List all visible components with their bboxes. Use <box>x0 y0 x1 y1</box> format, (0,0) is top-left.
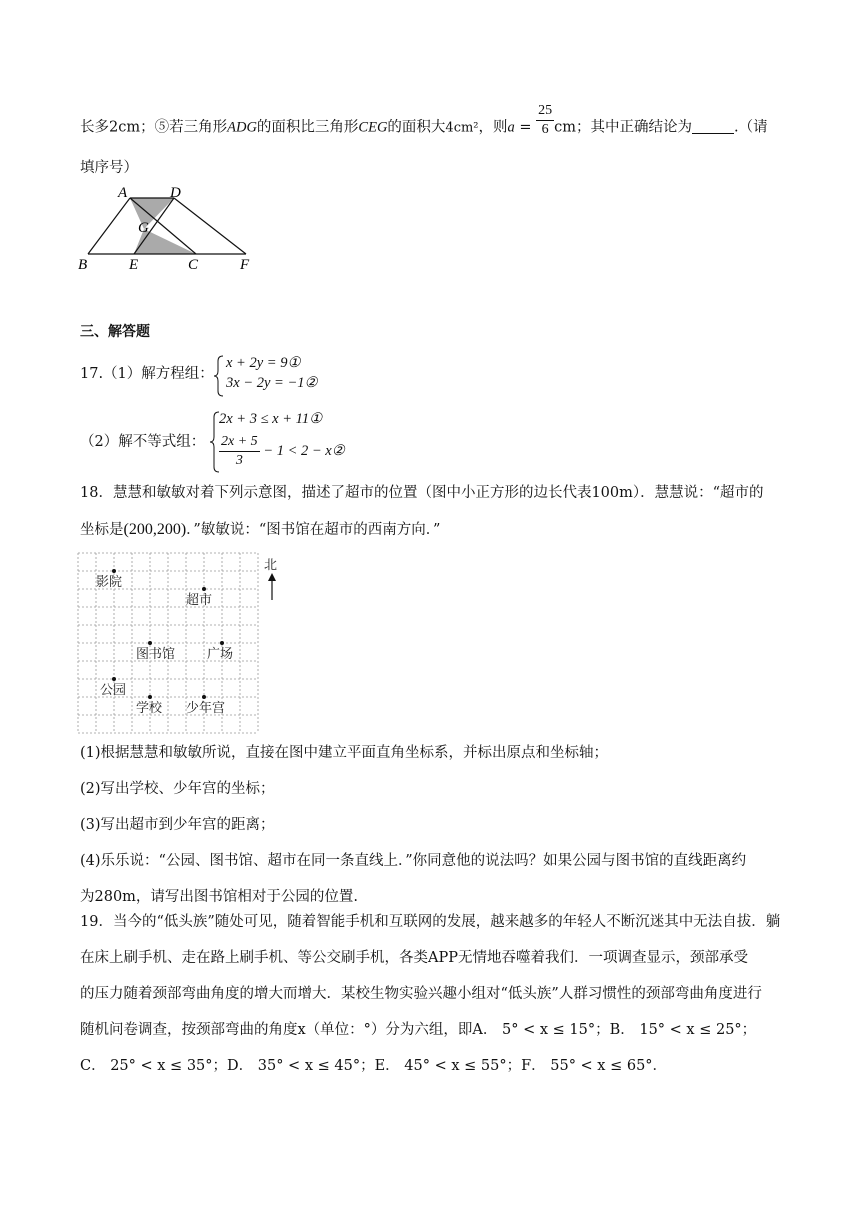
q17-part2-label: （2）解不等式组： <box>80 434 206 450</box>
segment-df <box>174 198 246 254</box>
square-point <box>220 641 224 645</box>
label-g: G <box>138 220 149 236</box>
school-point <box>148 695 152 699</box>
q19-line-5: C． 25° < x ≤ 35°；D． 35° < x ≤ 45°；E． 45° < x ≤ 55°；F． 55° < x ≤ 65°． <box>80 1058 668 1074</box>
fraction-numerator: 2x + 5 <box>219 433 260 452</box>
answer-blank <box>692 119 734 134</box>
math-ceg: CEG <box>358 119 388 136</box>
location-map <box>76 551 296 741</box>
inequality-2 <box>219 433 345 470</box>
area-value: 4cm² <box>445 120 479 136</box>
q18-line-1: 18．慧慧和敏敏对着下列示意图，描述了超市的位置（图中小正方形的边长代表100m）．慧慧说：“超市的 <box>80 485 764 501</box>
label-c: C <box>188 257 199 272</box>
continuation-line-2: 填序号） <box>80 160 138 176</box>
text-segment: 坐标是 <box>80 522 124 538</box>
q18-sub-4-line-2: 为280m，请写出图书馆相对于公园的位置. <box>80 889 359 905</box>
supermarket-coordinate: (200,200) <box>123 521 187 538</box>
equation-1: x + 2y = 9① <box>226 355 301 371</box>
fraction-numerator: 25 <box>536 102 554 121</box>
brace-system-1 <box>214 355 224 397</box>
supermarket-label: 超市 <box>186 593 213 608</box>
library-point <box>148 641 152 645</box>
text-segment: .（请 <box>734 119 768 136</box>
math-adg: ADG <box>227 119 257 136</box>
q19-line-4: 随机问卷调查，按颈部弯曲的角度x（单位：°）分为六组，即A． 5° < x ≤ 15°；B． 15° < x ≤ 25°； <box>80 1022 757 1038</box>
math-a: a <box>507 119 515 136</box>
north-indicator <box>264 558 277 600</box>
library-label: 图书馆 <box>136 647 176 662</box>
fraction-denominator: 6 <box>541 122 549 137</box>
text-segment: 的面积比三角形 <box>256 119 359 136</box>
q18-sub-3: (3)写出超市到少年宫的距离； <box>80 817 275 833</box>
q18-sub-1: (1)根据慧慧和敏敏所说，直接在图中建立平面直角坐标系，并标出原点和坐标轴； <box>80 745 609 761</box>
q19-line-1: 19．当今的“低头族”随处可见，随着智能手机和互联网的发展，越来越多的年轻人不断沉迷其中无法自拔．躺 <box>80 914 781 930</box>
shaded-triangle-adg <box>130 198 174 229</box>
trapezoid-figure <box>74 182 274 272</box>
q17-part1-label: 17.（1）解方程组： <box>80 366 214 382</box>
text-segment: ，则 <box>478 119 508 136</box>
label-b: B <box>78 257 88 272</box>
inequality-1: 2x + 3 ≤ x + 11① <box>219 411 323 427</box>
cinema-label: 影院 <box>96 575 123 590</box>
unit-cm: cm <box>554 119 577 136</box>
park-point <box>112 677 116 681</box>
label-a: A <box>118 185 128 201</box>
label-d: D <box>170 185 181 201</box>
supermarket-point <box>202 587 206 591</box>
north-label: 北 <box>264 558 278 573</box>
q19-line-2: 在床上刷手机、走在路上刷手机、等公交刷手机，各类APP无情地吞噬着我们．一项调查显示，颈部承受 <box>80 950 748 966</box>
q18-sub-4-line-1: (4)乐乐说：“公园、图书馆、超市在同一条直线上．”你同意他的说法吗？如果公园与图书馆的直线距离约 <box>80 853 747 869</box>
fraction-denominator: 3 <box>235 453 243 468</box>
square-label: 广场 <box>207 647 234 662</box>
q18-line-2 <box>80 520 440 540</box>
label-e: E <box>129 257 139 272</box>
label-f: F <box>240 257 250 272</box>
school-label: 学校 <box>136 701 163 716</box>
section-title: 三、解答题 <box>80 324 150 340</box>
youth-palace-point <box>202 695 206 699</box>
text-segment: ．”敏敏说：“图书馆在超市的西南方向．” <box>186 522 441 538</box>
youth-palace-label: 少年宫 <box>186 701 226 716</box>
cinema-point <box>112 569 116 573</box>
segment-ab <box>88 198 130 254</box>
continuation-line-1 <box>80 103 768 139</box>
text-segment: 的面积大 <box>387 119 446 136</box>
q19-line-3: 的压力随着颈部弯曲角度的增大而增大．某校生物实验兴趣小组对“低头族”人群习惯性的颈部弯曲角度进行 <box>80 986 762 1002</box>
fraction-25-6 <box>536 102 554 139</box>
equation-2: 3x − 2y = −1② <box>226 375 318 391</box>
text-segment: 长多2cm；⑤若三角形 <box>80 119 228 136</box>
equals-sign: = <box>514 119 537 136</box>
text-segment: ；其中正确结论为 <box>576 119 693 136</box>
inequality-2-fraction <box>219 433 260 470</box>
park-label: 公园 <box>100 683 127 698</box>
inequality-2-rest: − 1 < 2 − x② <box>259 442 345 459</box>
q18-sub-2: (2)写出学校、少年宫的坐标； <box>80 781 275 797</box>
